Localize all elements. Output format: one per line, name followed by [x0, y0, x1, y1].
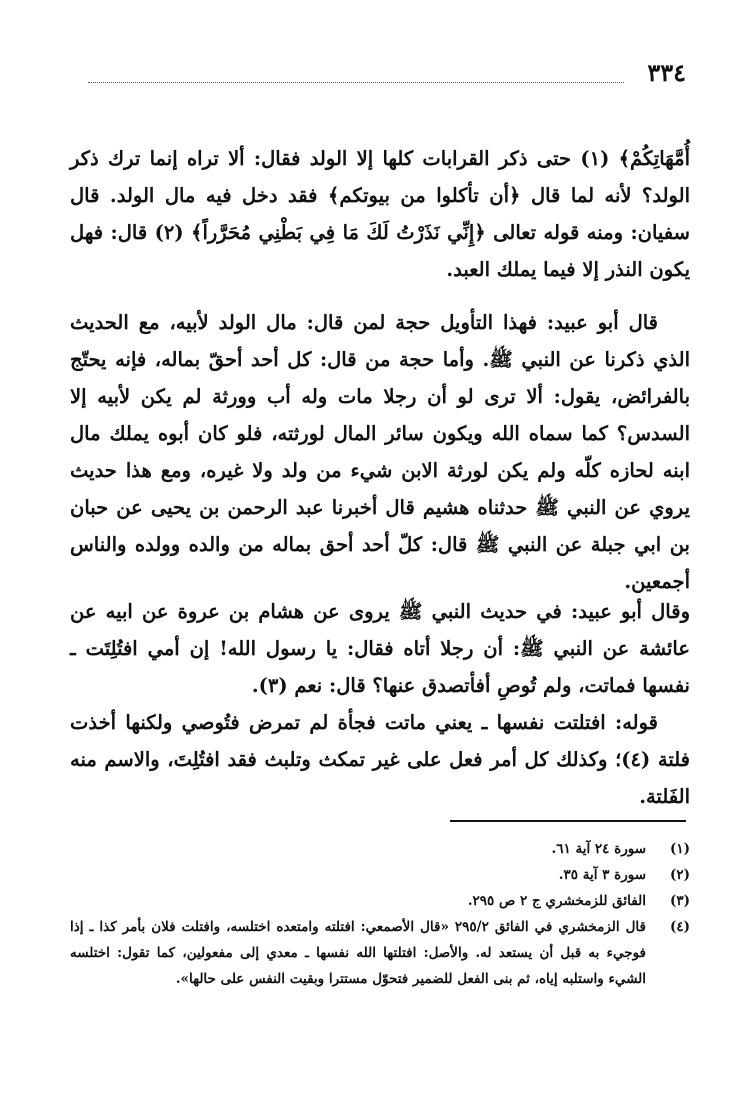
footnote-1: [70, 836, 690, 862]
footnote-separator: [450, 820, 686, 822]
footnote-text: سورة ٣ آية ٣٥.: [558, 867, 646, 883]
footnotes: [70, 836, 690, 992]
header-dotted-rule: [88, 82, 624, 83]
page-header: [82, 58, 686, 92]
paragraph-4: قوله: افتلتت نفسها ـ يعني ماتت فجأة لم تمرض فتُوصي ولكنها أخذت فلتة (٤)؛ وكذلك كل أمر فعل على غير تمكث وتلبث فقد افتُلِتَ، والاسم منه الفَلتة.: [70, 710, 690, 808]
paragraph-3: وقال أبو عبيد: في حديث النبي ﷺ يروى عن هشام بن عروة عن ابيه عن عائشة عن النبي ﷺ: أن رجلا أتاه فقال: يا رسول الله! إن أمي افتُلِتَت ـ نفسها فماتت، ولم تُوصِ أفأتصدق عنها؟ قال: نعم (٣).: [70, 599, 690, 697]
footnote-number: (٣): [669, 893, 690, 909]
footnote-text: سورة ٢٤ آية ٦١.: [551, 841, 646, 857]
footnote-text: الفائق للزمخشري ج ٢ ص ٢٩٥.: [467, 893, 646, 909]
footnote-4: [70, 914, 690, 992]
paragraph-1: أُمَّهَاتِكُمْ﴾ (١) حتى ذكر القرابات كلها إلا الولد فقال: ألا تراه إنما ترك ذكر الولد؟ لأنه لما قال ﴿أن تأكلوا من بيوتكم﴾ فقد دخل فيه مال الولد. قال سفيان: ومنه قوله تعالى ﴿إِنِّي نَذَرْتُ لَكَ مَا فِي بَطْنِي مُحَرَّراً﴾ (٢) قال: فهل يكون النذر إلا فيما يملك العبد.: [70, 146, 691, 281]
paragraph-2: قال أبو عبيد: فهذا التأويل حجة لمن قال: مال الولد لأبيه، مع الحديث الذي ذكرنا عن النبي ﷺ. وأما حجة من قال: كل أحد أحقّ بماله، فإنه يحتّج بالفرائض، يقول: ألا ترى لو أن رجلا مات وله أب وورثة لم يكن لأبيه إلا السدس؟ كما سماه الله ويكون سائر المال لورثته، فلو كان أبوه يملك مال ابنه لحازه كلّه ولم يكن لورثة الابن شيء من ولد ولا غيره، ومع هذا حديث يروي عن النبي ﷺ حدثناه هشيم قال أخبرنا عبد الرحمن بن يحيى عن حبان بن ابي جبلة عن النبي ﷺ قال: كلّ أحد أحق بماله من والده وولده والناس أجمعين.: [70, 310, 690, 593]
page-number: ٣٣٤: [647, 58, 686, 87]
footnote-number: (١): [669, 841, 690, 857]
footnote-text: قال الزمخشري في الفائق ٢٩٥/٢ «قال الأصمعي: افتلته وامتعده اختلسه، وافتلت فلان بأمر كذا ـ إذا فوجيء به قبل أن يستعد له. والأصل: افتلتها الله نفسها ـ معدي إلى مفعولين، كما تقول: اختلسه الشيء واستلبه إياه، ثم بنى الفعل للضمير فتحوّل مستترا وبقيت النفس على حالها».: [70, 919, 646, 987]
footnote-number: (٢): [669, 867, 690, 883]
footnote-number: (٤): [669, 919, 690, 935]
footnote-3: [70, 888, 690, 914]
footnote-2: [70, 862, 690, 888]
